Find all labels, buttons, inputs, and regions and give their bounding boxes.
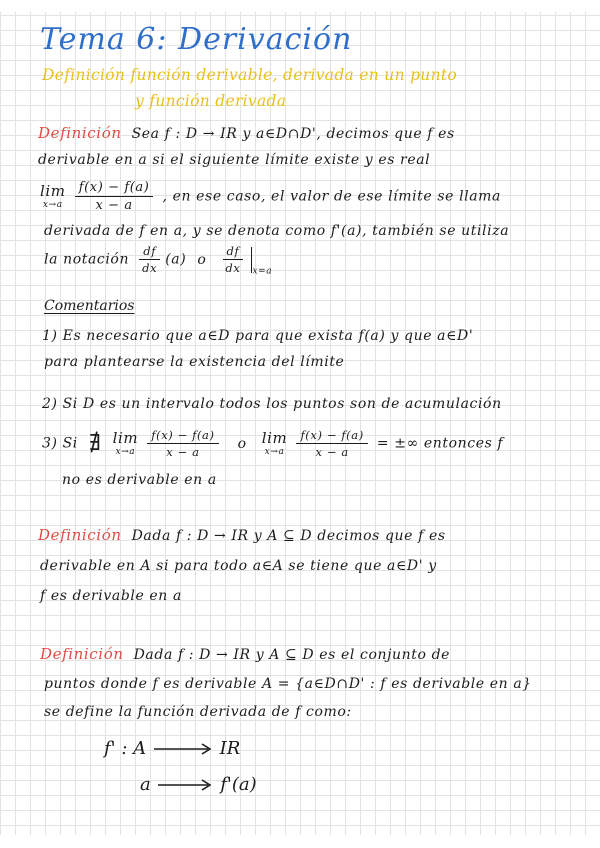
- def2-line-1: [38, 526, 446, 544]
- page-title: Tema 6: Derivación: [40, 22, 353, 57]
- c3-quotient-2: [296, 428, 367, 459]
- map1-right: IR: [219, 738, 241, 759]
- c3-equals: = ±∞ entonces f: [376, 435, 504, 452]
- def1-text-1: Sea f : D → IR y a∈D∩D', decimos que f es: [131, 126, 455, 142]
- c3-num2: f(x) − f(a): [296, 428, 367, 444]
- def1-line-2: derivable en a si el siguiente límite existe y es real: [38, 152, 431, 168]
- def1-line-1: [38, 124, 455, 142]
- def1-line-5: [44, 244, 272, 277]
- maps-to-arrow-icon: [156, 778, 214, 792]
- comment-3-line-1: [42, 428, 503, 459]
- def1-dfdx2-num: df: [223, 244, 244, 260]
- c3-lim2-word: lim: [261, 428, 288, 447]
- def1-notation-label: la notación: [44, 251, 130, 268]
- comment-3-line-2: no es derivable en a: [62, 472, 217, 488]
- def2-label: Definición: [38, 526, 122, 544]
- not-exists-symbol: ∄: [88, 431, 102, 456]
- comment-1-line-1: 1) Es necesario que a∈D para que exista f(a) y que a∈D': [42, 328, 474, 344]
- comments-heading: Comentarios: [44, 298, 135, 314]
- def1-dfdx-2: [221, 244, 244, 275]
- def1-line-4: derivada de f en a, y se denota como f'(a), también se utiliza: [44, 223, 510, 239]
- def1-dfdx: [138, 244, 161, 275]
- def1-or: o: [197, 251, 207, 268]
- c3-prefix: 3) Si: [42, 435, 78, 452]
- def1-dfdx-num: df: [139, 244, 160, 260]
- c3-lim2-sub: x→a: [264, 446, 285, 457]
- def1-lim-sub: x→a: [42, 199, 63, 210]
- map1-left: f' : A: [104, 738, 147, 759]
- def1-limit-line: [40, 180, 501, 213]
- comment-2: 2) Si D es un intervalo todos los puntos son de acumulación: [42, 396, 502, 412]
- map2-right: f'(a): [220, 774, 257, 795]
- def1-dfdx2-den: dx: [225, 261, 241, 275]
- def1-difference-quotient: [75, 180, 154, 213]
- def1-eval-sub: x=a: [252, 266, 273, 277]
- def1-dfdx-arg: (a): [165, 251, 187, 268]
- map-line-2: [140, 774, 257, 795]
- c3-lim-sub: x→a: [115, 446, 136, 457]
- c3-limit-1: [112, 428, 139, 457]
- def3-label: Definición: [40, 645, 124, 663]
- c3-quotient-1: [147, 428, 218, 459]
- def3-line-1: [40, 645, 450, 663]
- def3-text-1: Dada f : D → IR y A ⊆ D es el conjunto de: [133, 647, 451, 663]
- subtitle-line-1: Definición función derivable, derivada en un punto: [42, 66, 458, 84]
- c3-lim-word: lim: [112, 428, 139, 447]
- def1-label: Definición: [38, 124, 122, 142]
- def2-line-2: derivable en A si para todo a∈A se tiene que a∈D' y: [40, 558, 437, 574]
- c3-or: o: [237, 435, 247, 452]
- map2-left: a: [140, 774, 151, 795]
- def1-line-3-rest: , en ese caso, el valor de ese límite se llama: [162, 188, 501, 205]
- comment-1-line-2: para plantearse la existencia del límite: [44, 354, 345, 370]
- map-line-1: [104, 738, 240, 759]
- def1-frac-num: f(x) − f(a): [75, 180, 154, 197]
- def2-text-1: Dada f : D → IR y A ⊆ D decimos que f es: [131, 528, 446, 544]
- def3-line-3: se define la función derivada de f como:: [44, 704, 352, 720]
- def1-lim-word: lim: [40, 181, 66, 200]
- def1-dfdx-den: dx: [142, 261, 158, 275]
- page-top-margin: [0, 0, 600, 12]
- c3-den2: x − a: [315, 445, 349, 459]
- page-bottom-margin: [0, 835, 600, 848]
- def1-frac-den: x − a: [95, 198, 133, 213]
- long-arrow-icon: [152, 742, 214, 756]
- def2-line-3: f es derivable en a: [40, 588, 182, 604]
- subtitle-line-2: y función derivada: [135, 92, 287, 110]
- def3-line-2: puntos donde f es derivable A = {a∈D∩D' : f es derivable en a}: [44, 676, 532, 692]
- def1-limit: [40, 181, 66, 210]
- c3-limit-2: [261, 428, 288, 457]
- c3-num: f(x) − f(a): [147, 428, 218, 444]
- c3-den: x − a: [166, 445, 200, 459]
